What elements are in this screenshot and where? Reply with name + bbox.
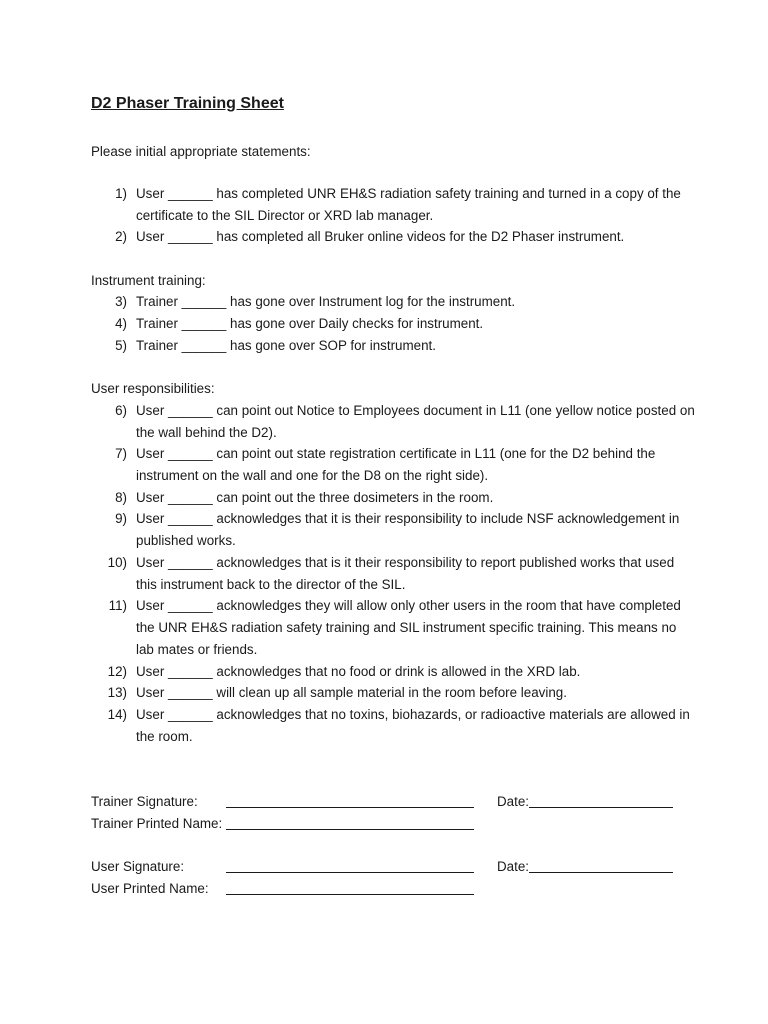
user-date-label: Date: [497, 859, 530, 874]
item-number: 5) [115, 338, 127, 353]
instrument-training-heading: Instrument training: [91, 273, 206, 288]
item-number: 11) [108, 598, 127, 613]
item-text: User ______ can point out state registration certificate in L11 (one for the D2 behind the instrument on the wall and one for the D8 on the right side). [136, 446, 656, 483]
item-number: 13) [107, 685, 127, 700]
list-item-2 [0, 226, 768, 248]
item-text: User ______ acknowledges that no food or drink is allowed in the XRD lab. [136, 664, 581, 679]
trainer-signature-label: Trainer Signature: [91, 794, 198, 809]
item-number: 12) [107, 664, 127, 679]
trainer-printed-name-label: Trainer Printed Name: [91, 816, 223, 831]
user-date-line[interactable] [529, 872, 673, 873]
user-printed-name-line[interactable] [226, 894, 474, 895]
item-text: Trainer ______ has gone over SOP for instrument. [136, 338, 436, 353]
item-number: 9) [115, 511, 127, 526]
trainer-printed-name-line[interactable] [226, 829, 474, 830]
item-number: 8) [115, 490, 127, 505]
item-text: User ______ acknowledges that is it their responsibility to report published works that used this instrument back to the director of the SIL. [136, 555, 675, 592]
item-number: 6) [115, 403, 127, 418]
item-number: 7) [115, 446, 127, 461]
user-printed-name-label: User Printed Name: [91, 881, 209, 896]
user-responsibilities-heading: User responsibilities: [91, 381, 215, 396]
item-number: 1) [115, 186, 127, 201]
item-text: User ______ can point out Notice to Employees document in L11 (one yellow notice posted on the wall behind the D2). [136, 403, 695, 440]
item-number: 10) [107, 555, 127, 570]
item-text: Trainer ______ has gone over Instrument log for the instrument. [136, 294, 516, 309]
item-text: User ______ has completed all Bruker online videos for the D2 Phaser instrument. [136, 229, 625, 244]
item-number: 2) [115, 229, 127, 244]
item-text: User ______ acknowledges that it is their responsibility to include NSF acknowledgement in published works. [136, 511, 680, 548]
item-number: 14) [107, 707, 127, 722]
trainer-signature-line[interactable] [226, 807, 474, 808]
intro-instruction: Please initial appropriate statements: [91, 144, 311, 159]
item-number: 4) [115, 316, 127, 331]
item-text: User ______ acknowledges they will allow only other users in the room that have completed the UNR EH&S radiation safety training and SIL instrument specific training. This means no lab mates or friends. [136, 598, 681, 657]
item-text: User ______ will clean up all sample material in the room before leaving. [136, 685, 567, 700]
item-number: 3) [115, 294, 127, 309]
user-signature-line[interactable] [226, 872, 474, 873]
list-item-1 [0, 183, 768, 227]
document-title: D2 Phaser Training Sheet [91, 95, 284, 112]
trainer-date-label: Date: [497, 794, 530, 809]
item-text: Trainer ______ has gone over Daily checks for instrument. [136, 316, 484, 331]
item-text: User ______ has completed UNR EH&S radiation safety training and turned in a copy of the certificate to the SIL Director or XRD lab manager. [136, 186, 681, 223]
trainer-date-line[interactable] [529, 807, 673, 808]
user-signature-label: User Signature: [91, 859, 185, 874]
item-text: User ______ acknowledges that no toxins, biohazards, or radioactive materials are allowed in the room. [136, 707, 690, 744]
item-text: User ______ can point out the three dosimeters in the room. [136, 490, 494, 505]
